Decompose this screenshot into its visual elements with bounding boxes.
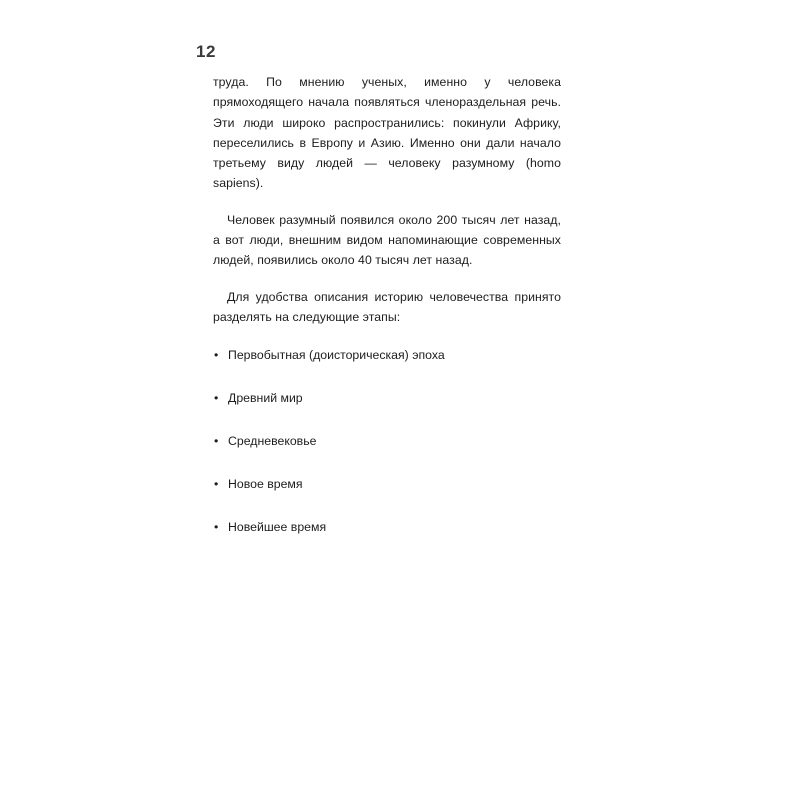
list-item-label: Новейшее время: [228, 520, 327, 535]
bullet-icon: •: [214, 520, 219, 535]
bullet-icon: •: [214, 477, 219, 492]
list-item: [213, 474, 561, 494]
stages-list: [213, 345, 561, 537]
list-item-label: Новое время: [228, 477, 303, 492]
page-number: 12: [196, 42, 216, 61]
list-item: [213, 431, 561, 451]
bullet-icon: •: [214, 434, 219, 449]
list-item: [213, 345, 561, 365]
list-item: [213, 388, 561, 408]
paragraph-2: Человек разумный появился около 200 тысяч лет назад, а вот люди, внешним видом напоминающие современных людей, появились около 40 тысяч лет назад.: [213, 212, 561, 268]
bullet-icon: •: [214, 348, 219, 363]
list-item: [213, 517, 561, 537]
list-item-label: Первобытная (доисторическая) эпоха: [228, 348, 445, 363]
page-content: [213, 72, 561, 560]
bullet-icon: •: [214, 391, 219, 406]
paragraph-1: труда. По мнению ученых, именно у человека прямоходящего начала появляться членораздельная речь. Эти люди широко распространились: покинули Африку, переселились в Европу и Азию. Именно они дали начало третьему виду людей — человеку разумному (homo sapiens).: [213, 75, 561, 191]
list-item-label: Древний мир: [228, 391, 303, 406]
paragraph-3: Для удобства описания историю человечества принято разделять на следующие этапы:: [213, 289, 561, 324]
list-item-label: Средневековье: [228, 434, 317, 449]
